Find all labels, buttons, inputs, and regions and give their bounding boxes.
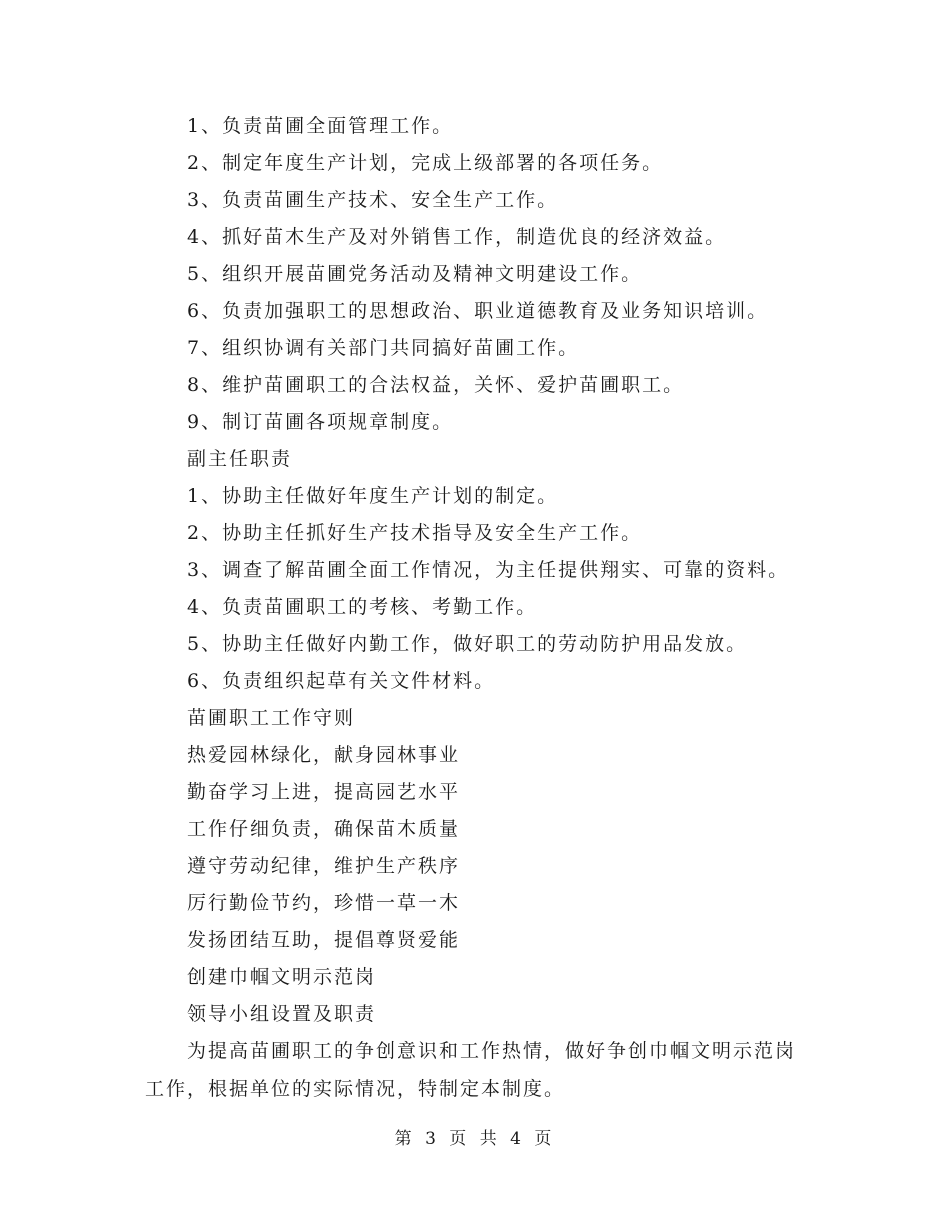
text-line: 遵守劳动纪律，维护生产秩序 xyxy=(187,855,461,877)
text-line: 5、组织开展苗圃党务活动及精神文明建设工作。 xyxy=(187,263,643,285)
text-line: 6、负责加强职工的思想政治、职业道德教育及业务知识培训。 xyxy=(187,300,769,322)
section-heading: 领导小组设置及职责 xyxy=(187,1003,377,1025)
text-line: 勤奋学习上进，提高园艺水平 xyxy=(187,781,461,803)
text-lines xyxy=(0,108,950,1033)
text-line: 4、抓好苗木生产及对外销售工作，制造优良的经济效益。 xyxy=(187,226,727,248)
text-line: 厉行勤俭节约，珍惜一草一木 xyxy=(187,892,461,914)
text-line: 2、制定年度生产计划，完成上级部署的各项任务。 xyxy=(187,152,664,174)
text-line: 3、调查了解苗圃全面工作情况，为主任提供翔实、可靠的资料。 xyxy=(187,559,790,581)
section-heading: 副主任职责 xyxy=(187,448,293,470)
text-line: 2、协助主任抓好生产技术指导及安全生产工作。 xyxy=(187,522,643,544)
text-line: 4、负责苗圃职工的考核、考勤工作。 xyxy=(187,596,538,618)
page-footer: 第 3 页 共 4 页 xyxy=(394,1129,556,1149)
section-heading: 创建巾帼文明示范岗 xyxy=(187,966,377,988)
section-heading: 苗圃职工工作守则 xyxy=(187,707,356,729)
text-line: 发扬团结互助，提倡尊贤爱能 xyxy=(187,929,461,951)
text-line: 7、组织协调有关部门共同搞好苗圃工作。 xyxy=(187,337,580,359)
text-line: 1、负责苗圃全面管理工作。 xyxy=(187,115,454,137)
text-line: 6、负责组织起草有关文件材料。 xyxy=(187,670,496,692)
text-line: 1、协助主任做好年度生产计划的制定。 xyxy=(187,485,559,507)
text-line: 5、协助主任做好内勤工作，做好职工的劳动防护用品发放。 xyxy=(187,633,748,655)
text-line: 热爱园林绿化，献身园林事业 xyxy=(187,744,461,766)
text-line: 8、维护苗圃职工的合法权益，关怀、爱护苗圃职工。 xyxy=(187,374,685,396)
body-paragraph: 为提高苗圃职工的争创意识和工作热情，做好争创巾帼文明示范岗工作，根据单位的实际情况，特制定本制度。 xyxy=(145,1040,797,1100)
text-line: 9、制订苗圃各项规章制度。 xyxy=(187,411,454,433)
text-line: 工作仔细负责，确保苗木质量 xyxy=(187,818,461,840)
text-line: 3、负责苗圃生产技术、安全生产工作。 xyxy=(187,189,559,211)
